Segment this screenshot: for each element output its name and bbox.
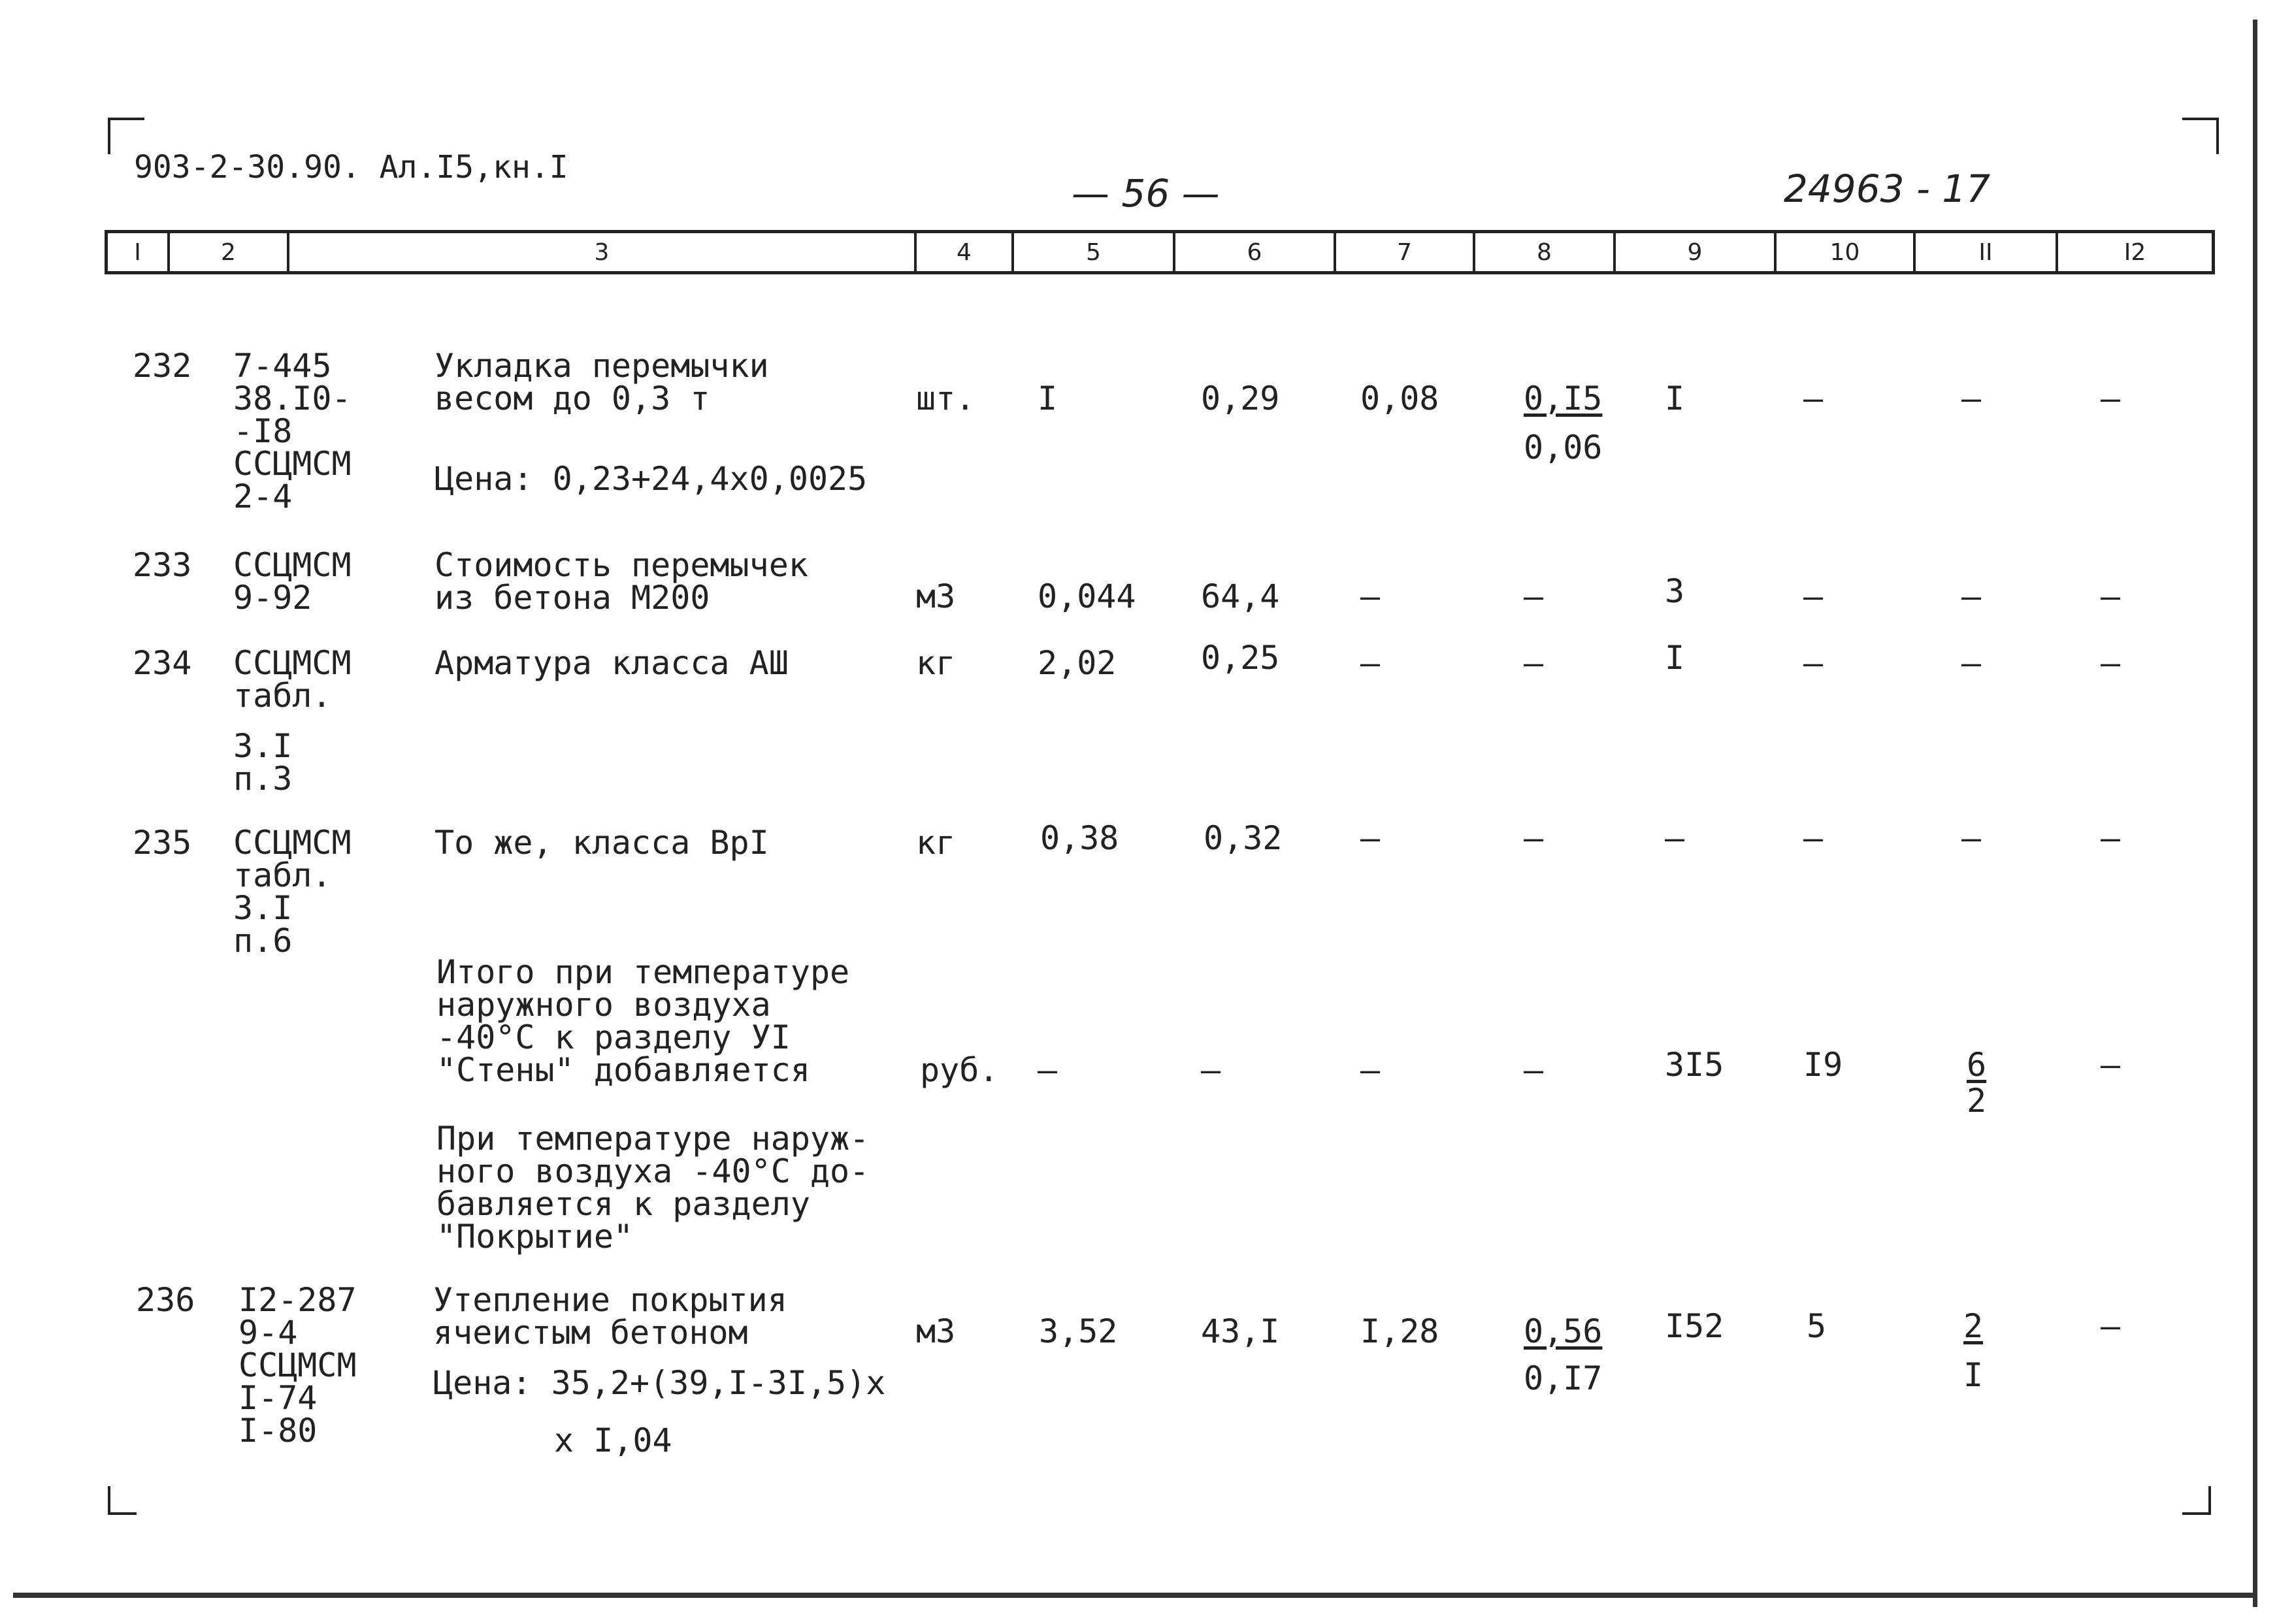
row-col8: – xyxy=(1524,644,1544,682)
row-col10: – xyxy=(1803,819,1824,857)
row-col5: 3,52 xyxy=(1039,1312,1118,1350)
row-col7: 0,08 xyxy=(1360,380,1439,417)
row-code: ССЦМСМ табл. xyxy=(233,644,352,715)
column-number: 2 xyxy=(170,233,289,271)
row-col12: – xyxy=(2101,577,2121,615)
column-number: 8 xyxy=(1475,233,1616,271)
column-number: I xyxy=(108,233,170,271)
page-number: — 56 — xyxy=(1072,171,1220,216)
row-col7: I,28 xyxy=(1360,1312,1439,1350)
scan-edge-right xyxy=(2253,20,2257,1607)
scan-edge-bottom xyxy=(13,1593,2254,1598)
row-col8-numerator: 0,56 xyxy=(1524,1312,1603,1350)
row-col10: I9 xyxy=(1803,1046,1843,1084)
row-col11: – xyxy=(1961,644,1982,682)
row-col12: – xyxy=(2101,819,2121,857)
row-col8-denominator: 0,I7 xyxy=(1524,1359,1603,1397)
row-unit: кг xyxy=(916,824,956,862)
row-col10: – xyxy=(1803,577,1824,615)
row-col9: – xyxy=(1665,819,1685,857)
row-unit: м3 xyxy=(916,577,956,615)
row-col8-numerator: 0,I5 xyxy=(1524,380,1603,417)
row-number: 235 xyxy=(133,824,192,862)
row-col6: 43,I xyxy=(1201,1312,1280,1350)
column-number: 4 xyxy=(917,233,1014,271)
row-col7: – xyxy=(1360,819,1381,857)
row-col12: – xyxy=(2101,1046,2121,1084)
row-description: Утепление покрытия ячеистым бетоном xyxy=(433,1281,787,1352)
doc-code: 903-2-30.90. Ал.I5,кн.I xyxy=(134,149,568,186)
row-col11-denominator: 2 xyxy=(1967,1082,1987,1120)
row-col10: – xyxy=(1803,644,1824,682)
row-description: То же, класса ВрI xyxy=(434,824,769,862)
row-description: Арматура класса АШ xyxy=(434,644,789,682)
row-col11: – xyxy=(1961,577,1982,615)
row-col10: 5 xyxy=(1807,1307,1827,1345)
row-price-note-continued: х I,04 xyxy=(554,1421,672,1459)
column-number: 10 xyxy=(1777,233,1916,271)
row-col9: I xyxy=(1665,639,1685,677)
row-col8-denominator: 0,06 xyxy=(1524,429,1603,466)
corner-mark-bottom-left xyxy=(108,1486,137,1515)
row-col5: 2,02 xyxy=(1038,644,1117,682)
row-col6: 64,4 xyxy=(1201,577,1280,615)
row-col10: – xyxy=(1803,380,1824,417)
row-col11-numerator: 2 xyxy=(1963,1307,1984,1345)
row-col11: – xyxy=(1961,819,1982,857)
row-col5: – xyxy=(1038,1051,1058,1089)
row-col9: I52 xyxy=(1665,1307,1724,1345)
row-col6: 0,29 xyxy=(1201,380,1280,417)
row-number: 234 xyxy=(133,644,192,682)
doc-number: 24963 - 17 xyxy=(1784,167,1991,211)
row-col7: – xyxy=(1360,1051,1381,1089)
row-col8: – xyxy=(1524,819,1544,857)
row-col12: – xyxy=(2101,1307,2121,1345)
column-number: I2 xyxy=(2123,238,2146,266)
row-col6: – xyxy=(1201,1051,1221,1089)
row-code: ССЦМСМ табл. 3.I п.6 xyxy=(233,824,352,960)
column-number: II xyxy=(1916,233,2058,271)
row-unit: руб. xyxy=(920,1051,999,1089)
column-number: 9 xyxy=(1616,233,1777,271)
row-col7: – xyxy=(1360,577,1381,615)
row-col5: I xyxy=(1038,380,1058,417)
row-col5: 0,38 xyxy=(1040,819,1119,857)
row-col11-numerator: 6 xyxy=(1967,1046,1987,1084)
row-code-continued: 3.I п.3 xyxy=(233,727,293,798)
row-description: Укладка перемычки весом до 0,3 т xyxy=(434,347,769,417)
row-price-note: Цена: 35,2+(39,I-3I,5)х xyxy=(433,1364,886,1402)
row-col5: 0,044 xyxy=(1038,577,1136,615)
row-description: Стоимость перемычек из бетона М200 xyxy=(434,546,808,617)
row-description: Итого при температуре наружного воздуха -40°С к разделу УI "Стены" добавляется xyxy=(436,953,850,1089)
column-number-row xyxy=(105,230,2215,274)
column-number: 3 xyxy=(289,233,917,271)
row-col7: – xyxy=(1360,644,1381,682)
row-col11-denominator: I xyxy=(1963,1356,1984,1394)
corner-mark-bottom-right xyxy=(2182,1486,2211,1515)
row-col9: I xyxy=(1665,380,1685,417)
row-number: 233 xyxy=(133,546,192,584)
row-description: При температуре наруж- ного воздуха -40°С до- бавляется к разделу "Покрытие" xyxy=(436,1120,870,1256)
row-col12: – xyxy=(2101,380,2121,417)
corner-mark-top-right xyxy=(2182,118,2219,154)
row-col9: 3I5 xyxy=(1665,1046,1724,1084)
column-number: 5 xyxy=(1014,233,1175,271)
row-code: 7-445 38.I0- -I8 ССЦМСМ 2-4 xyxy=(233,347,352,515)
row-col6: 0,25 xyxy=(1201,639,1280,677)
column-number: 6 xyxy=(1175,233,1336,271)
row-number: 236 xyxy=(136,1281,195,1319)
row-col8: – xyxy=(1524,1051,1544,1089)
row-code: I2-287 9-4 ССЦМСМ I-74 I-80 xyxy=(238,1281,357,1450)
row-unit: кг xyxy=(916,644,956,682)
row-col11: – xyxy=(1961,380,1982,417)
row-col6: 0,32 xyxy=(1204,819,1283,857)
row-price-note: Цена: 0,23+24,4х0,0025 xyxy=(434,460,868,498)
row-col8: – xyxy=(1524,577,1544,615)
row-code: ССЦМСМ 9-92 xyxy=(233,546,352,617)
row-unit: шт. xyxy=(916,380,975,417)
row-unit: м3 xyxy=(916,1312,956,1350)
row-col12: – xyxy=(2101,644,2121,682)
column-number: 7 xyxy=(1336,233,1475,271)
row-col9: 3 xyxy=(1665,572,1685,610)
row-number: 232 xyxy=(133,347,192,385)
